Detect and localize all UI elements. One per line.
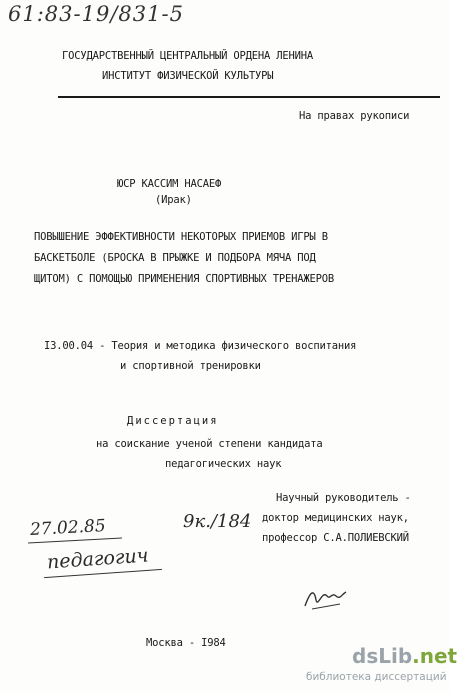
author-name: ЮСР КАССИМ НАСАЕФ (117, 178, 222, 190)
specialty-line-1: I3.00.04 - Теория и методика физического воспитания (44, 340, 357, 352)
specialty-line-2: и спортивной тренировки (120, 360, 261, 372)
handwritten-archive-number: 61:83-19/831-5 (8, 2, 184, 26)
dslib-logo-accent: .net (412, 644, 457, 668)
supervisor-line-3: профессор С.А.ПОЛИЕВСКИЙ (262, 532, 409, 544)
author-country: (Ирак) (155, 194, 192, 206)
city-year: Москва - I984 (146, 637, 226, 649)
dslib-logo-main: dsLib (352, 644, 413, 668)
handwritten-date: 27.02.85 (29, 516, 107, 540)
dissertation-degree-line-1: на соискание ученой степени кандидата (96, 438, 323, 450)
supervisor-line-1: Научный руководитель - (276, 492, 411, 504)
dissertation-label: Диссертация (127, 415, 219, 427)
dslib-logo (352, 644, 457, 668)
header-divider (58, 96, 440, 98)
institution-line-2: ИНСТИТУТ ФИЗИЧЕСКОЙ КУЛЬТУРЫ (102, 70, 274, 82)
handwritten-subject: педагогич (46, 544, 150, 574)
dslib-subtitle: библиотека диссертаций (306, 671, 447, 683)
rights-notice: На правах рукописи (299, 110, 410, 122)
institution-line-1: ГОСУДАРСТВЕННЫЙ ЦЕНТРАЛЬНЫЙ ОРДЕНА ЛЕНИНА (62, 50, 313, 62)
handwritten-reference: 9к./184 (183, 511, 252, 532)
title-line-2: БАСКЕТБОЛЕ (БРОСКА В ПРЫЖКЕ И ПОДБОРА МЯЧА ПОД (34, 252, 316, 264)
title-line-1: ПОВЫШЕНИЕ ЭФФЕКТИВНОСТИ НЕКОТОРЫХ ПРИЕМОВ ИГРЫ В (34, 231, 328, 243)
supervisor-line-2: доктор медицинских наук, (262, 512, 409, 524)
dissertation-degree-line-2: педагогических наук (165, 458, 282, 470)
title-line-3: ЩИТОМ) С ПОМОЩЬЮ ПРИМЕНЕНИЯ СПОРТИВНЫХ ТРЕНАЖЕРОВ (34, 273, 334, 285)
supervisor-signature (300, 582, 350, 612)
